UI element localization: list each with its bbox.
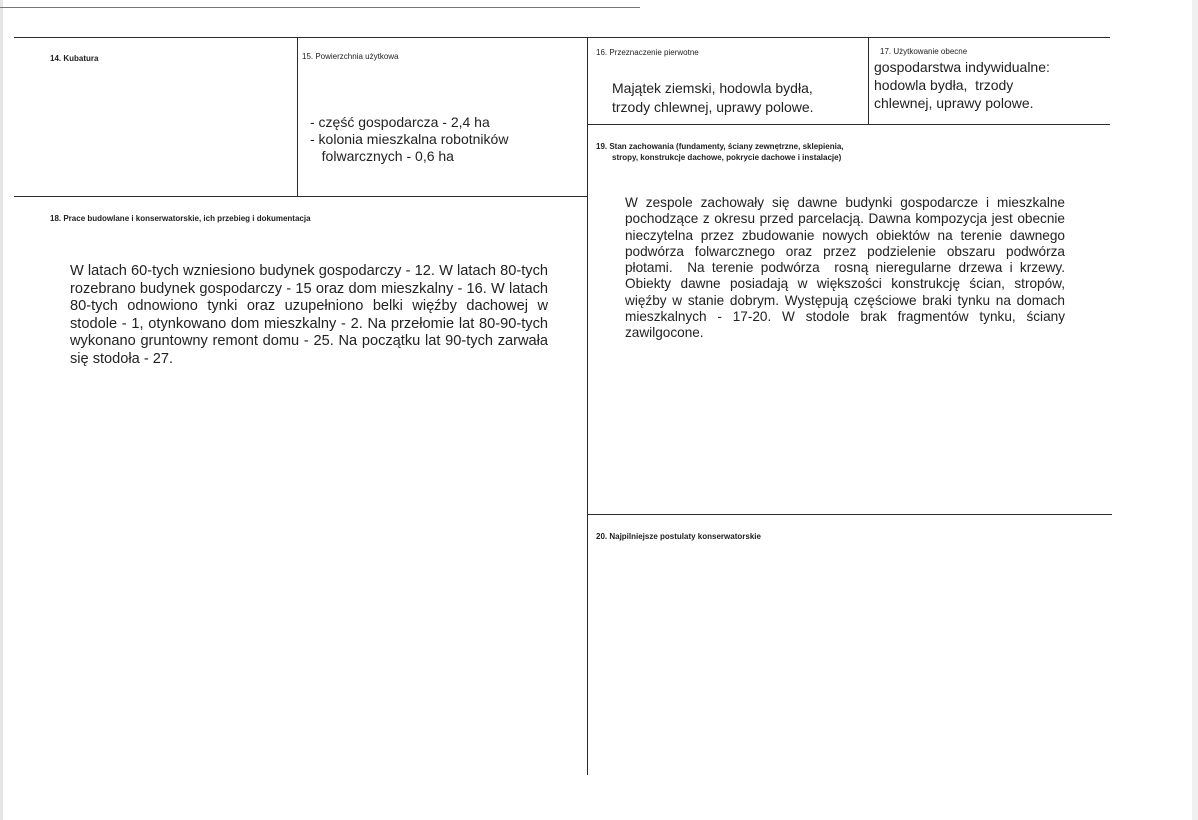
field-15-line-2: - kolonia mieszkalna robotników bbox=[310, 131, 509, 147]
field-15-value bbox=[310, 114, 508, 165]
field-15-label: 15. Powierzchnia użytkowa bbox=[302, 52, 399, 61]
divider-14-15 bbox=[297, 37, 298, 197]
field-17-line-2: hodowla bydła, trzody bbox=[874, 77, 1014, 93]
divider-main bbox=[587, 37, 588, 775]
top-border-line bbox=[0, 7, 640, 8]
field-16-line-2: trzody chlewnej, uprawy polowe. bbox=[612, 99, 814, 115]
scan-edge-right bbox=[1192, 0, 1198, 820]
field-16-value bbox=[612, 79, 814, 117]
field-16-label: 16. Przeznaczenie pierwotne bbox=[596, 48, 699, 57]
field-16-line-1: Majątek ziemski, hodowla bydła, bbox=[612, 80, 813, 96]
divider-16-17 bbox=[868, 37, 869, 124]
field-18-value: W latach 60-tych wzniesiono budynek gospodarczy - 12. W latach 80-tych rozebrano budynek gospodarczy - 15 oraz dom mieszkalny - 16. W latach 80-tych odnowiono tynki oraz uzupełniono belki więźby dachowej w stodole - 1, otynkowano dom mieszkalny - 2. Na przełomie lat 80-90-tych wykonano gruntowny remont domu - 25. Na początku lat 90-tych zarwała się stodoła - 27. bbox=[70, 263, 548, 367]
scan-edge-left bbox=[0, 0, 3, 820]
field-14-label: 14. Kubatura bbox=[50, 54, 99, 63]
top-rule bbox=[14, 37, 1110, 38]
rule-under-14-15 bbox=[14, 196, 587, 197]
field-20-label: 20. Najpilniejsze postulaty konserwatorskie bbox=[596, 532, 761, 541]
field-19-value: W zespole zachowały się dawne budynki gospodarcze i mieszkalne pochodzące z okresu przed parcelacją. Dawna kompozycja jest obecnie nieczytelna przez zbudowanie nowych obiektów na terenie dawnego podwórza folwarcznego oraz przez podzielenie obszaru podwórza płotami. Na terenie podwórza rosną nieregularne drzewa i krzewy. Obiekty dawne posiadają w większości konstrukcję ścian, stropów, więźby w stanie dobrym. Występują częściowe braki tynku na domach mieszkalnych - 17-20. W stodole brak fragmentów tynku, ściany zawilgocone. bbox=[625, 195, 1069, 341]
field-15-line-1: - część gospodarcza - 2,4 ha bbox=[310, 114, 490, 130]
field-17-line-1: gospodarstwa indywidualne: bbox=[874, 59, 1050, 75]
rule-above-20 bbox=[587, 514, 1112, 515]
rule-under-16-17 bbox=[587, 124, 1110, 125]
field-15-line-3: folwarcznych - 0,6 ha bbox=[310, 148, 454, 164]
field-19-label-line-2: stropy, konstrukcje dachowe, pokrycie dachowe i instalacje) bbox=[612, 153, 842, 162]
field-17-line-3: chlewnej, uprawy polowe. bbox=[874, 95, 1034, 111]
field-17-value bbox=[874, 58, 1050, 112]
field-19-label-line-1: 19. Stan zachowania (fundamenty, ściany zewnętrzne, sklepienia, bbox=[596, 142, 844, 151]
field-18-label: 18. Prace budowlane i konserwatorskie, ich przebieg i dokumentacja bbox=[50, 214, 311, 223]
field-17-label: 17. Użytkowanie obecne bbox=[880, 47, 968, 56]
